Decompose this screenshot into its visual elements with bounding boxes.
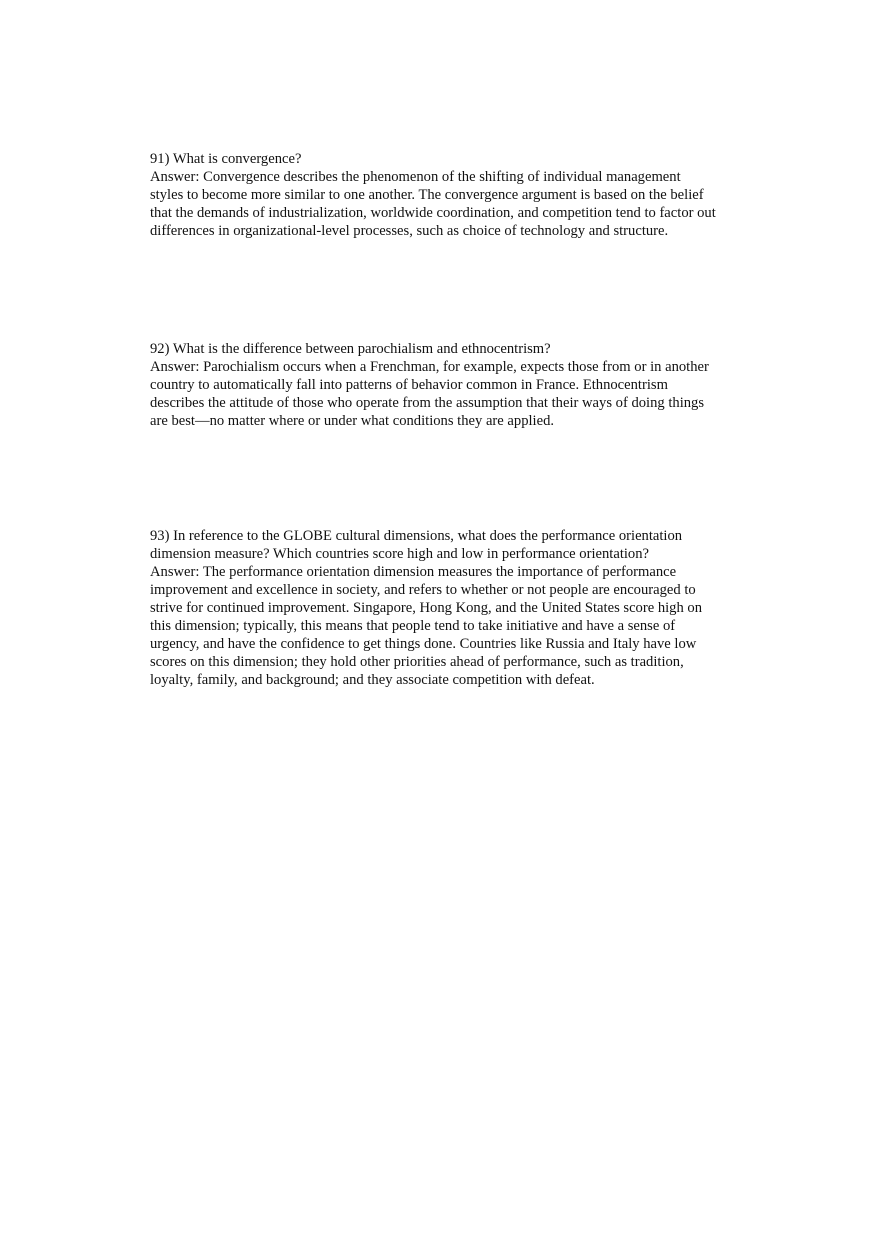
question-text: 93) In reference to the GLOBE cultural dimensions, what does the performance orientation xyxy=(150,528,683,544)
question-text: dimension measure? Which countries score high and low in performance orientation? xyxy=(150,546,649,562)
answer-text: are best—no matter where or under what conditions they are applied. xyxy=(150,413,555,429)
answer-text: loyalty, family, and background; and they associate competition with defeat. xyxy=(150,672,595,688)
answer-text: this dimension; typically, this means that people tend to take initiative and have a sense of xyxy=(150,618,676,634)
answer-text: Answer: Convergence describes the phenomenon of the shifting of individual management xyxy=(150,169,681,185)
answer-text: differences in organizational-level processes, such as choice of technology and structure. xyxy=(150,223,669,239)
answer-text: country to automatically fall into patterns of behavior common in France. Ethnocentrism xyxy=(150,377,668,393)
answer-text: that the demands of industrialization, worldwide coordination, and competition tend to factor out xyxy=(150,205,716,221)
question-text: 92) What is the difference between parochialism and ethnocentrism? xyxy=(150,341,551,357)
question-block-92 xyxy=(150,340,740,430)
answer-text: Answer: Parochialism occurs when a Frenchman, for example, expects those from or in another xyxy=(150,359,709,375)
answer-text: describes the attitude of those who operate from the assumption that their ways of doing things xyxy=(150,395,705,411)
question-block-91 xyxy=(150,150,740,240)
answer-text: Answer: The performance orientation dimension measures the importance of performance xyxy=(150,564,677,580)
answer-text: urgency, and have the confidence to get things done. Countries like Russia and Italy have low xyxy=(150,636,697,652)
question-block-93 xyxy=(150,527,740,689)
answer-text: scores on this dimension; they hold other priorities ahead of performance, such as tradition, xyxy=(150,654,684,670)
answer-text: improvement and excellence in society, and refers to whether or not people are encouraged to xyxy=(150,582,696,598)
question-text: 91) What is convergence? xyxy=(150,151,302,167)
answer-text: strive for continued improvement. Singapore, Hong Kong, and the United States score high on xyxy=(150,600,703,616)
answer-text: styles to become more similar to one another. The convergence argument is based on the belief xyxy=(150,187,704,203)
